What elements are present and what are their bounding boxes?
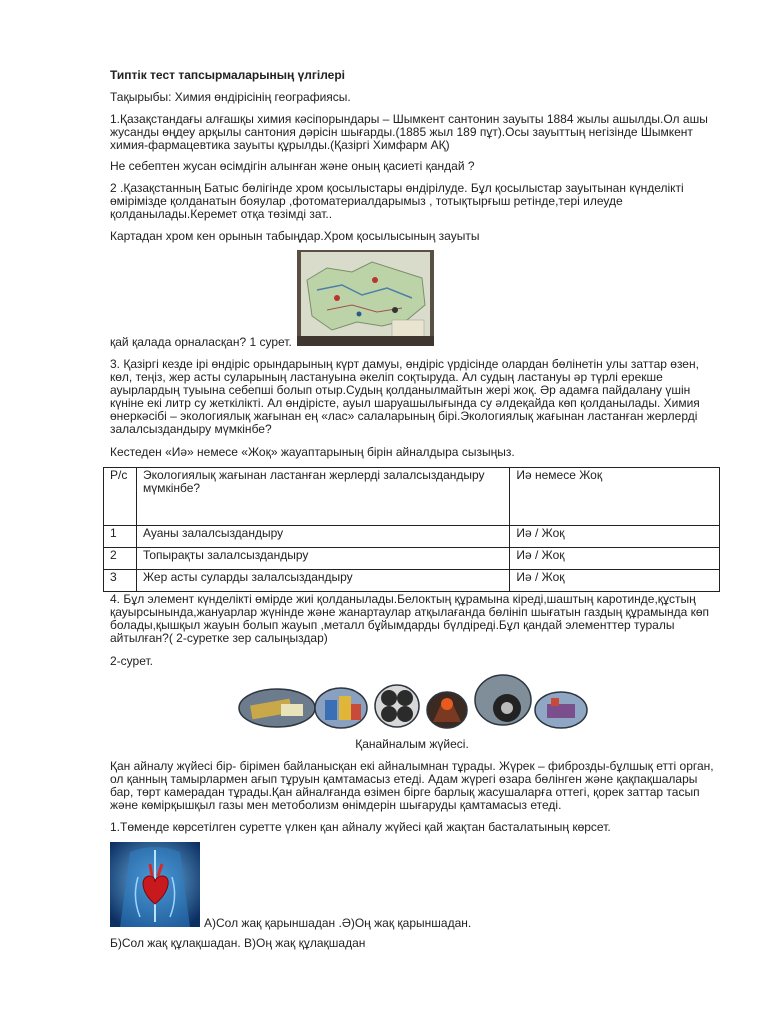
q1-question: Не себептен жусан өсімдігін алынған және оның қасиеті қандай ? xyxy=(110,159,475,173)
q3-text: 3. Қазіргі кезде ірі өндіріс орындарының күрт дамуы, өндіріс үрдісінде олардан бөлінетін улы заттар өзен, көл, теңіз, жер асты суларының ластануына әкеліп соқтыруда. Ал судың ластануы әр түрлі ерекше ауырлардың туыына себепші болып отыр.Судың қолданылмайтын жері жоқ. Әр адамға пайдалану үшін күніне екі литр су жеткілікті. Ал өндірісте, ауыл шаруашылығында су әлдеқайда көп қолданылады. Химия өнеркәсібі – экологиялық жағынан ең «лас» салаларының бірі.Экологиялық жағынан ластанған жерлерді залалсыздандыру мүмкінбе? xyxy=(110,357,700,436)
matches-illustration-icon xyxy=(239,689,315,727)
table-cell: 2 xyxy=(104,548,137,570)
answer-options-line2: Б)Сол жақ құлақшадан. В)Оң жақ құлақшадан xyxy=(110,936,366,950)
page-heading: Типтік тест тапсырмаларының үлгілері xyxy=(110,68,345,82)
q2-caption: қай қалада орналасқан? 1 сурет. xyxy=(110,335,292,349)
table-cell: 3 xyxy=(104,570,137,592)
circulation-title: Қанайналым жүйесі. xyxy=(355,737,469,751)
volcano-illustration-icon xyxy=(427,692,467,728)
tire-illustration-icon xyxy=(475,675,531,725)
table-header-row xyxy=(104,468,720,526)
table-header-cell: Экологиялық жағынан ластанған жерлерді залалсыздандыру мүмкінбе? xyxy=(136,468,509,526)
table-cell: Иә / Жоқ xyxy=(510,548,720,570)
circulation-question: 1.Төменде көрсетілген суретте үлкен қан айналу жүйесі қай жақтан басталатының көрсет. xyxy=(110,820,611,834)
table-cell: Жер асты суларды залалсыздандыру xyxy=(136,570,509,592)
table-cell: Иә / Жоқ xyxy=(510,526,720,548)
table-cell: Ауаны залалсыздандыру xyxy=(136,526,509,548)
circulatory-system-photo xyxy=(110,842,200,927)
table-row xyxy=(104,548,720,570)
circulation-text: Қан айналу жүйесі бір- бірімен байланысқан екі айналымнан тұрады. Жүрек – фиброзды-бұлшық етті орган, ол қанның тамырлармен ағып тұруын қамтамасыз етеді. Адам жүрегі өзара бөлінген және қақпақшалары бар, төрт камерадан тұрады.Қан айналғанда өзімен бірге барлық жасушаларға оттегі, қорек заттар тасып және көмірқышқыл газы мен метоболизм өнімдерін шығаруды қамтамасыз етеді. xyxy=(110,759,714,812)
q2-prompt: Картадан хром кен орынын табыңдар.Хром қосылысының зауыты xyxy=(110,229,480,243)
q3-instruction: Кестеден «Иә» немесе «Жоқ» жауаптарының бірін айналдыра сызыңыз. xyxy=(110,445,515,459)
element-usage-illustrations xyxy=(237,674,589,730)
table-cell: Топырақты залалсыздандыру xyxy=(136,548,509,570)
map-photo xyxy=(297,250,434,346)
q4-text: 4. Бұл элемент күнделікті өмірде жиі қолданылады.Белоктың құрамына кіреді,шаштың каротинде,құстың қауырсынында,жануарлар жүнінде және жанартаулар атқылағанда бөлініп шығатын газдың құрамында көп болады,қышқыл жауын болып жауып ,металл бұйымдарды бүлдіреді.Бұл қандай элементтер туралы айтылған?( 2-суретке зер салыңыздар) xyxy=(110,592,710,645)
table-header-cell: Р/с xyxy=(104,468,137,526)
q1-text: 1.Қазақстандағы алғашқы химия кәсіпорындары – Шымкент сантонин зауыты 1884 жылы ашылды.Ол ашы жусанды өңдеу арқылы сантония дәрісін шығарды.(1885 жыл 189 пұт).Осы зауыттың негізінде Шымкент химия-фармацевтика зауыты құрылды.(Қазіргі Химфарм АҚ) xyxy=(110,112,708,152)
q4-figure-label: 2-сурет. xyxy=(110,654,153,668)
tires-illustration-icon xyxy=(375,685,419,727)
table-row xyxy=(104,570,720,592)
table-cell: Иә / Жоқ xyxy=(510,570,720,592)
acid-rain-illustration-icon xyxy=(535,692,587,728)
table-header-cell: Иә немесе Жоқ xyxy=(510,468,720,526)
answer-table xyxy=(103,467,720,592)
products-illustration-icon xyxy=(315,688,367,728)
q2-text: 2 .Қазақстанның Батыс бөлігінде хром қосылыстары өндірілуде. Бұл қосылыстар зауытынан күнделікті өмірімізде қолданатын бояулар ,фотоматериалдарымыз , тотықтырғыш ретінде,тері илеуде қолданылады.Керемет отқа төзімді зат.. xyxy=(110,181,684,221)
answer-options-line1: А)Сол жақ қарыншадан .Ә)Оң жақ қарыншадан. xyxy=(204,916,472,930)
table-row xyxy=(104,526,720,548)
table-cell: 1 xyxy=(104,526,137,548)
topic-line: Тақырыбы: Химия өндірісінің географиясы. xyxy=(110,90,351,104)
